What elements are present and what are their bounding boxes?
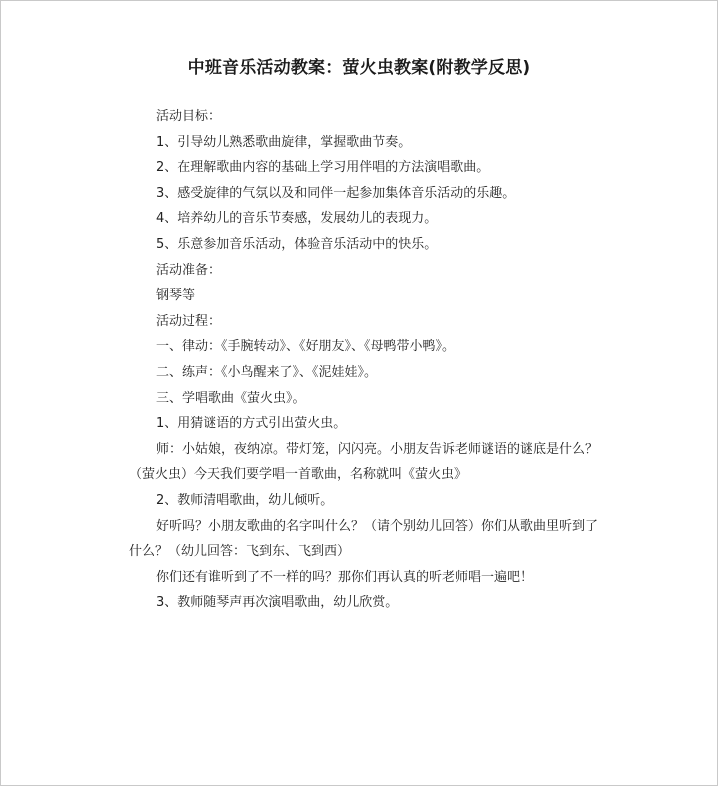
body-line: 活动目标： (156, 109, 222, 124)
body-line: 1、引导幼儿熟悉歌曲旋律，掌握歌曲节奏。 (156, 134, 412, 150)
body-line: 5、乐意参加音乐活动，体验音乐活动中的快乐。 (156, 236, 438, 252)
document-body (129, 104, 599, 616)
body-line: 4、培养幼儿的音乐节奏感，发展幼儿的表现力。 (156, 211, 438, 227)
body-line: 活动过程： (156, 313, 222, 329)
body-line: 1、用猜谜语的方式引出萤火虫。 (156, 416, 347, 432)
body-line: 三、学唱歌曲《萤火虫》。 (156, 390, 306, 406)
body-line: 3、教师随琴声再次演唱歌曲，幼儿欣赏。 (156, 595, 399, 611)
body-line: 你们还有谁听到了不一样的吗？那你们再认真的听老师唱一遍吧！ (156, 569, 534, 585)
body-line: 3、感受旋律的气氛以及和同伴一起参加集体音乐活动的乐趣。 (156, 185, 516, 201)
document-title: 中班音乐活动教案：萤火虫教案(附教学反思) (187, 58, 531, 78)
body-line: 2、在理解歌曲内容的基础上学习用伴唱的方法演唱歌曲。 (156, 160, 490, 176)
body-line: 师：小姑娘，夜纳凉。带灯笼，闪闪亮。小朋友告诉老师谜语的谜底是什么？ (156, 441, 599, 457)
body-line: 好听吗？小朋友歌曲的名字叫什么？（请个别幼儿回答）你们从歌曲里听到了 (156, 518, 599, 534)
body-line: 钢琴等 (156, 288, 196, 304)
body-line: 活动准备： (156, 262, 222, 278)
body-line: 二、练声：《小鸟醒来了》、《泥娃娃》。 (156, 364, 378, 380)
body-line: 2、教师清唱歌曲，幼儿倾听。 (156, 492, 334, 508)
body-line: 一、律动：《手腕转动》、《好朋友》、《母鸭带小鸭》。 (156, 339, 456, 355)
body-line: 什么？（幼儿回答：飞到东、飞到西） (129, 544, 351, 560)
body-line: （萤火虫）今天我们要学唱一首歌曲，名称就叫《萤火虫》 (129, 467, 468, 483)
